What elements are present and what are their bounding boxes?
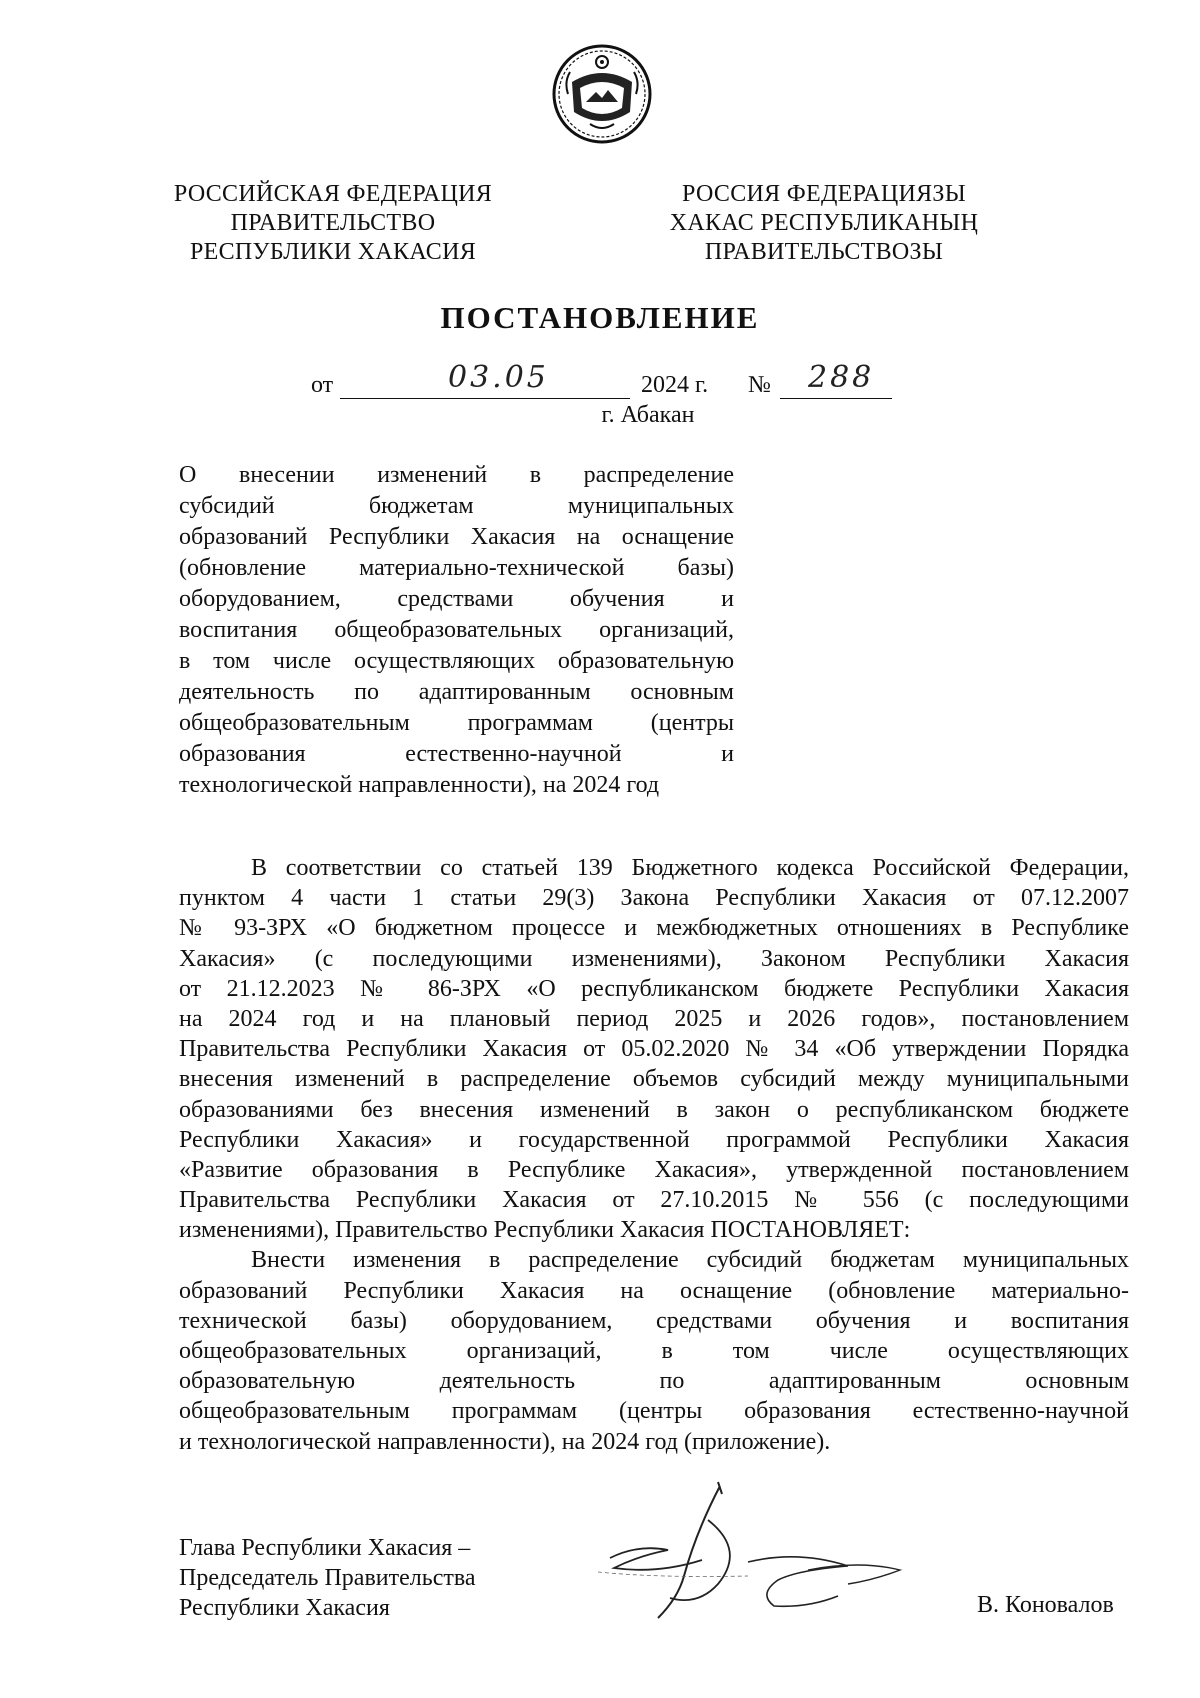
body-line: образований Республики Хакасия на оснащение (обновление материально-: [179, 1277, 1129, 1304]
subject-line: образования естественно-научной и: [179, 741, 734, 767]
signatory-title-line: Глава Республики Хакасия –: [179, 1535, 471, 1561]
body-line: Правительства Республики Хакасия от 27.10.2015 № 556 (с последующими: [179, 1187, 1129, 1214]
document-body: [179, 853, 1129, 1457]
body-line: общеобразовательных организаций, в том числе осуществляющих: [179, 1338, 1129, 1364]
subject-line: оборудованием, средствами обучения и: [179, 586, 734, 612]
body-line: от 21.12.2023 № 86-ЗРХ «О республиканском бюджете Республики Хакасия: [179, 975, 1129, 1002]
subject-line: образований Республики Хакасия на оснащение: [179, 524, 734, 550]
subject-line: в том числе осуществляющих образовательную: [179, 648, 734, 674]
header-left-line-3: РЕСПУБЛИКИ ХАКАСИЯ: [189, 239, 477, 265]
body-line: Республики Хакасия» и государственной программой Республики Хакасия: [179, 1126, 1129, 1153]
body-line: и технологической направленности), на 2024 год (приложение).: [179, 1428, 831, 1455]
body-line: общеобразовательным программам (центры образования естественно-научной: [179, 1398, 1129, 1425]
subject-line: О внесении изменений в распределение: [179, 462, 734, 488]
body-line: В соответствии со статьей 139 Бюджетного кодекса Российской Федерации,: [251, 855, 1129, 881]
header-left-line-2: ПРАВИТЕЛЬСТВО: [230, 210, 436, 236]
coat-of-arms-icon: [550, 42, 654, 146]
handwritten-number: 288: [808, 360, 875, 395]
date-prefix: от: [311, 372, 334, 398]
handwritten-date: 03.05: [448, 360, 549, 395]
body-line: «Развитие образования в Республике Хакасия», утвержденной постановлением: [179, 1156, 1129, 1183]
body-line: образованиями без внесения изменений в закон о республиканском бюджете: [179, 1096, 1129, 1123]
header-right: [624, 180, 1024, 267]
header-right-line-2: ХАКАС РЕСПУБЛИКАНЫҢ: [669, 210, 979, 236]
signatory-title: [179, 1533, 476, 1623]
subject-line: (обновление материально-технической базы): [179, 555, 734, 581]
body-line: № 93-ЗРХ «О бюджетном процессе и межбюджетных отношениях в Республике: [179, 915, 1129, 942]
subject-line: общеобразовательным программам (центры: [179, 710, 734, 736]
document-subject: [179, 460, 734, 801]
signatory-name: В. Коновалов: [977, 1592, 1114, 1618]
subject-line: субсидий бюджетам муниципальных: [179, 493, 734, 519]
body-line: изменениями), Правительство Республики Хакасия ПОСТАНОВЛЯЕТ:: [179, 1217, 911, 1244]
document-title: ПОСТАНОВЛЕНИЕ: [440, 300, 760, 335]
body-line: Внести изменения в распределение субсидий бюджетам муниципальных: [251, 1247, 1129, 1274]
number-sign: №: [748, 372, 771, 398]
body-line: пунктом 4 части 1 статьи 29(3) Закона Республики Хакасия от 07.12.2007: [179, 885, 1129, 912]
subject-line: деятельность по адаптированным основным: [179, 679, 734, 705]
header-left-line-1: РОССИЙСКАЯ ФЕДЕРАЦИЯ: [173, 181, 493, 207]
header-left: [133, 180, 533, 267]
body-line: образовательную деятельность по адаптированным основным: [179, 1368, 1129, 1395]
header-right-line-1: РОССИЯ ФЕДЕРАЦИЯЗЫ: [682, 181, 966, 207]
body-line: Хакасия» (с последующими изменениями), Законом Республики Хакасия: [179, 945, 1129, 972]
body-line: технической базы) оборудованием, средствами обучения и воспитания: [179, 1307, 1129, 1334]
signatory-title-line: Председатель Правительства: [179, 1565, 476, 1591]
body-line: на 2024 год и на плановый период 2025 и 2026 годов», постановлением: [179, 1005, 1129, 1032]
body-line: внесения изменений в распределение объемов субсидий между муниципальными: [179, 1066, 1129, 1093]
subject-line: воспитания общеобразовательных организаций,: [179, 617, 734, 643]
subject-line: технологической направленности), на 2024 год: [179, 772, 660, 798]
year-label: 2024 г.: [641, 372, 709, 398]
body-line: Правительства Республики Хакасия от 05.02.2020 № 34 «Об утверждении Порядка: [179, 1036, 1129, 1063]
handwritten-signature-icon: [598, 1480, 928, 1630]
city-label: г. Абакан: [601, 402, 695, 428]
header-right-line-3: ПРАВИТЕЛЬСТВОЗЫ: [704, 239, 944, 265]
signatory-title-line: Республики Хакасия: [179, 1595, 390, 1621]
